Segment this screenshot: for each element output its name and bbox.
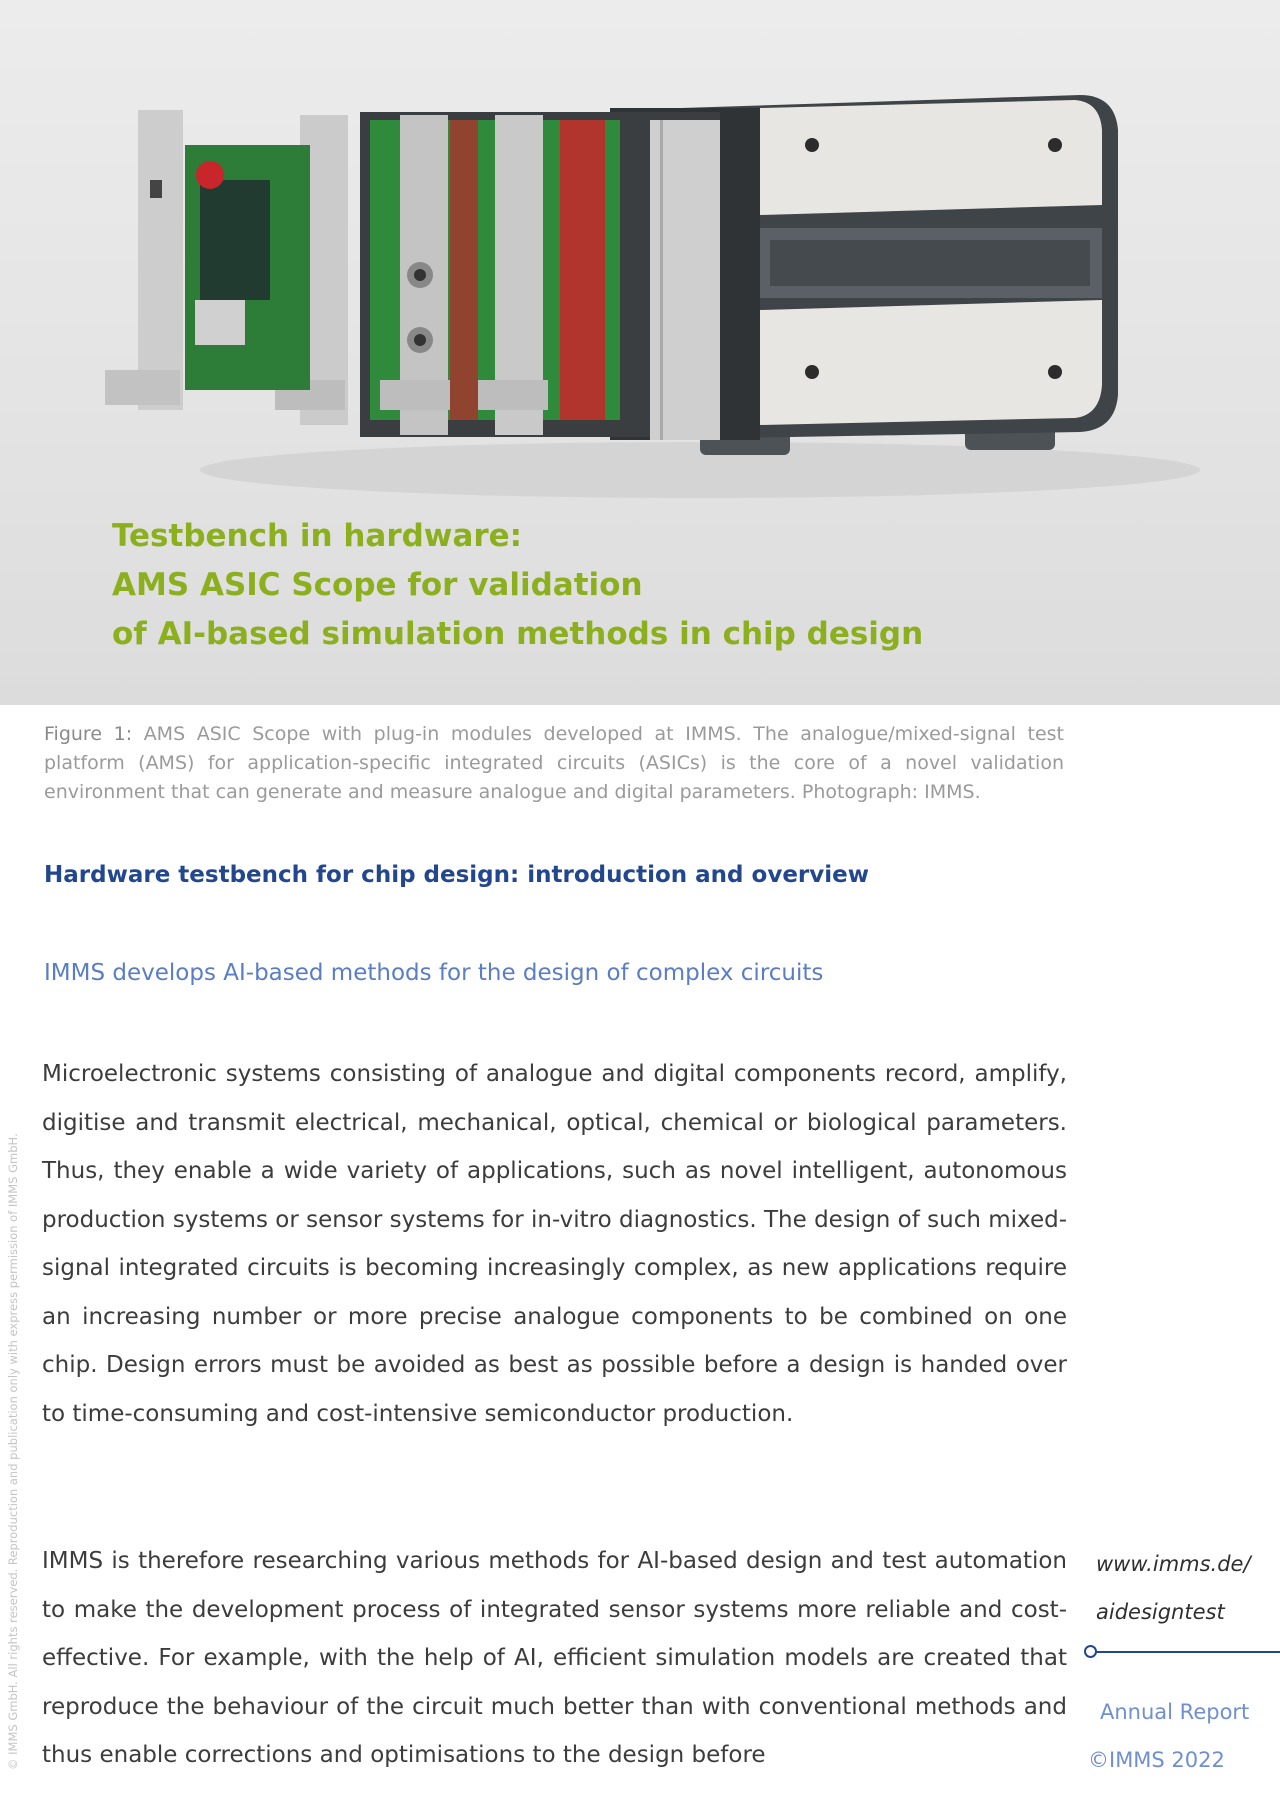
figure-caption-text: AMS ASIC Scope with plug-in modules developed at IMMS. The analogue/mixed-signal test platform (AMS) for application-specific integrated circuits (ASICs) is the core of a novel validation environment that can generate and measure analogue and digital parameters. Photograph: IMMS.: [44, 723, 1064, 803]
figure-caption: [44, 720, 1064, 807]
hero-title-line-2: AMS ASIC Scope for validation: [112, 567, 643, 603]
sidebar-copyright: ©IMMS 2022: [1088, 1748, 1225, 1772]
hero-title-line-1: Testbench in hardware:: [112, 518, 523, 554]
sidebar-divider: [1092, 1651, 1280, 1653]
sidebar-annual-report: Annual Report: [1100, 1700, 1250, 1724]
subsection-title: IMMS develops AI-based methods for the design of complex circuits: [44, 960, 824, 986]
hero-title-line-3: of AI-based simulation methods in chip design: [112, 616, 924, 652]
sidebar-link-line-1: www.imms.de/: [1096, 1552, 1251, 1576]
sidebar-link[interactable]: [1096, 1540, 1251, 1636]
hero-photograph: [0, 0, 1280, 705]
section-title: Hardware testbench for chip design: introduction and overview: [44, 862, 869, 888]
sidebar-divider-dot: [1084, 1645, 1097, 1658]
vertical-copyright-notice: © IMMS GmbH. All rights reserved. Reproduction and publication only with express permission of IMMS GmbH.: [6, 1133, 20, 1770]
body-paragraph-2: IMMS is therefore researching various methods for AI-based design and test automation to make the development process of integrated sensor systems more reliable and cost-effective. For example, with the help of AI, efficient simulation models are created that reproduce the behaviour of the circuit much better than with conventional methods and thus enable corrections and optimisations to the design before: [42, 1548, 1067, 1768]
body-paragraph-1: Microelectronic systems consisting of analogue and digital components record, amplify, digitise and transmit electrical, mechanical, optical, chemical or biological parameters. Thus, they enable a wide variety of applications, such as novel intelligent, autonomous production systems or sensor systems for in-vitro diagnostics. The design of such mixed-signal integrated circuits is becoming increasingly complex, as new applications require an increasing number or more precise analogue components to be combined on one chip. Design errors must be avoided as best as possible before a design is handed over to time-consuming and cost-intensive semiconductor production.: [42, 1061, 1068, 1427]
hero-title: [112, 512, 923, 659]
sidebar-link-line-2: aidesigntest: [1096, 1600, 1225, 1624]
figure-label: Figure 1:: [44, 723, 133, 745]
